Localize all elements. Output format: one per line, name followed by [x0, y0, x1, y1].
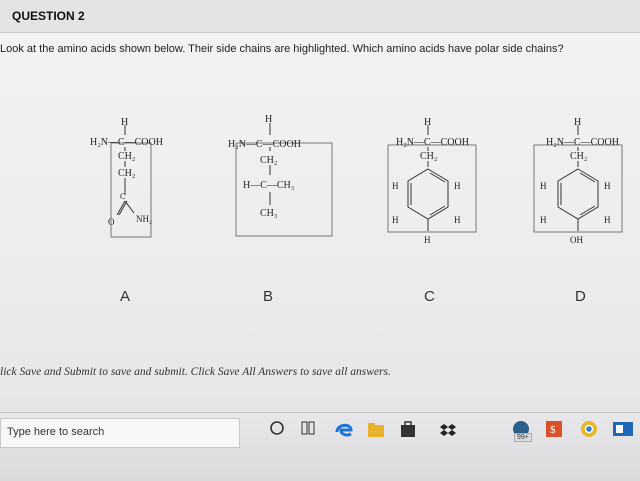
- edge-icon[interactable]: [334, 420, 354, 440]
- question-title: QUESTION 2: [12, 9, 85, 23]
- taskbar-search[interactable]: [0, 418, 240, 448]
- question-header: [0, 0, 640, 33]
- svg-text:H₂N—C—COOH: H₂N—C—COOH: [546, 137, 619, 148]
- svg-text:O: O: [108, 217, 115, 227]
- label-a: A: [120, 288, 131, 305]
- svg-text:CH₂: CH₂: [260, 155, 278, 166]
- svg-text:H: H: [604, 215, 611, 225]
- svg-text:CH₃: CH₃: [260, 208, 278, 219]
- svg-text:H—C—CH₃: H—C—CH₃: [243, 180, 295, 191]
- submit-instructions: lick Save and Submit to save and submit. Click Save All Answers to save all answers.: [0, 366, 391, 378]
- file-explorer-icon[interactable]: [366, 420, 386, 440]
- svg-text:H: H: [392, 215, 399, 225]
- task-view-icon[interactable]: [300, 420, 316, 436]
- taskbar: [0, 412, 640, 481]
- svg-text:C: C: [120, 192, 126, 201]
- svg-text:H: H: [424, 117, 432, 128]
- cortana-icon[interactable]: [269, 420, 285, 436]
- svg-text:H: H: [121, 117, 129, 128]
- outlook-icon[interactable]: [612, 420, 634, 438]
- svg-text:H₂N—C—COOH: H₂N—C—COOH: [228, 139, 301, 150]
- svg-text:H: H: [265, 114, 273, 125]
- svg-text:CH₂: CH₂: [118, 168, 136, 179]
- label-b: B: [263, 288, 274, 305]
- svg-text:H₂N—C—COOH: H₂N—C—COOH: [396, 137, 469, 148]
- amino-acid-structures: [0, 95, 640, 275]
- svg-text:H: H: [604, 181, 611, 191]
- svg-text:H: H: [540, 215, 547, 225]
- svg-text:H: H: [454, 215, 461, 225]
- svg-text:H: H: [540, 181, 547, 191]
- notification-badge: 99+: [514, 433, 532, 442]
- svg-text:H₂N—C—COOH: H₂N—C—COOH: [90, 137, 163, 148]
- svg-text:CH₂: CH₂: [118, 151, 136, 162]
- label-d: D: [575, 288, 586, 305]
- svg-text:H: H: [392, 181, 399, 191]
- dropbox-icon[interactable]: [438, 420, 458, 440]
- search-placeholder: Type here to search: [7, 426, 105, 438]
- svg-text:CH₂: CH₂: [570, 151, 588, 162]
- label-c: C: [424, 288, 435, 305]
- chrome-icon[interactable]: [580, 420, 598, 438]
- question-prompt: Look at the amino acids shown below. Their side chains are highlighted. Which amino acids have polar side chains?: [0, 43, 564, 55]
- svg-text:OH: OH: [570, 235, 583, 245]
- svg-text:H: H: [424, 235, 431, 245]
- svg-text:H: H: [454, 181, 461, 191]
- svg-text:CH₂: CH₂: [420, 151, 438, 162]
- svg-text:H: H: [574, 117, 582, 128]
- store-icon[interactable]: [398, 420, 418, 440]
- svg-text:NH₂: NH₂: [136, 214, 153, 224]
- money-icon[interactable]: [545, 420, 563, 438]
- svg-text:$: $: [550, 424, 556, 436]
